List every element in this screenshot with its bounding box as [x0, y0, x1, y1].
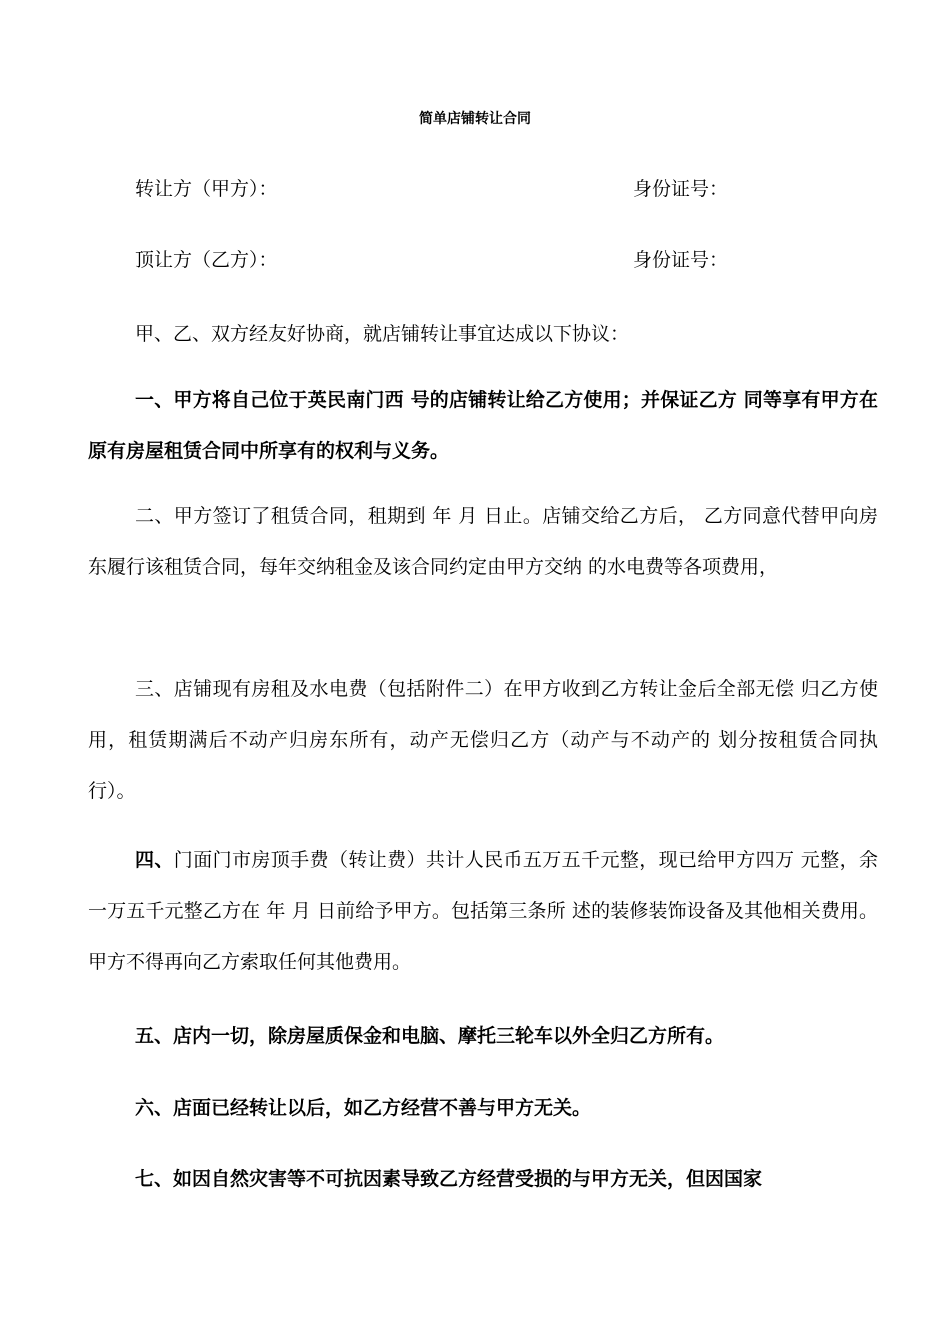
transferor-label: 转让方（甲方）： — [135, 178, 278, 200]
clause-7-number: 七、 — [135, 1168, 174, 1190]
clause-2-number: 二、 — [135, 505, 174, 527]
clause-6-text: 店面已经转让以后，如乙方经营不善与甲方无关。 — [173, 1097, 592, 1119]
clause-1-text: 甲方将自己位于英民南门西 号的店铺转让给乙方使用；并保证乙方 同等享有甲方在原有房屋租赁合同中所享有的权利与义务。 — [88, 389, 878, 462]
clause-5 — [135, 1021, 878, 1048]
clause-1-number: 一、 — [135, 389, 174, 411]
clause-5-text: 店内一切，除房屋质保金和电脑、摩托三轮车以外全归乙方所有。 — [173, 1025, 725, 1047]
clause-4-number: 四、 — [135, 849, 174, 871]
document-title: 简单店铺转让合同 — [419, 111, 531, 127]
clause-4-text: 门面门市房顶手费（转让费）共计人民币五万五千元整，现已给甲方四万 元整，余一万五千元整乙方在 年 月 日前给予甲方。包括第三条所 述的装修装饰设备及其他相关费用。甲方不得再向乙方索取任何其他费用。 — [88, 849, 878, 973]
transferor-id-label: 身份证号： — [633, 178, 729, 200]
intro-paragraph: 甲、乙、双方经友好协商，就店铺转让事宜达成以下协议： — [135, 323, 630, 345]
clause-5-number: 五、 — [135, 1025, 174, 1047]
clause-7-text: 如因自然灾害等不可抗因素导致乙方经营受损的与甲方无关，但因国家 — [173, 1168, 763, 1190]
clause-3-text: 店铺现有房租及水电费（包括附件二）在甲方收到乙方转让金后全部无偿 归乙方使用，租赁期满后不动产归房东所有，动产无偿归乙方（动产与不动产的 划分按租赁合同执行）。 — [88, 678, 878, 802]
clause-3 — [88, 664, 878, 817]
transferee-id-label: 身份证号： — [633, 249, 729, 271]
clause-4 — [88, 835, 878, 988]
clause-2 — [88, 491, 878, 593]
clause-3-number: 三、 — [135, 678, 174, 700]
transferee-label: 顶让方（乙方）： — [135, 249, 278, 271]
clause-6 — [135, 1093, 878, 1120]
clause-1 — [88, 375, 878, 477]
clause-7 — [135, 1164, 878, 1191]
clause-6-number: 六、 — [135, 1097, 174, 1119]
clause-2-text: 甲方签订了租赁合同，租期到 年 月 日止。店铺交给乙方后， 乙方同意代替甲向房东履行该租赁合同，每年交纳租金及该合同约定由甲方交纳 的水电费等各项费用， — [88, 505, 878, 578]
